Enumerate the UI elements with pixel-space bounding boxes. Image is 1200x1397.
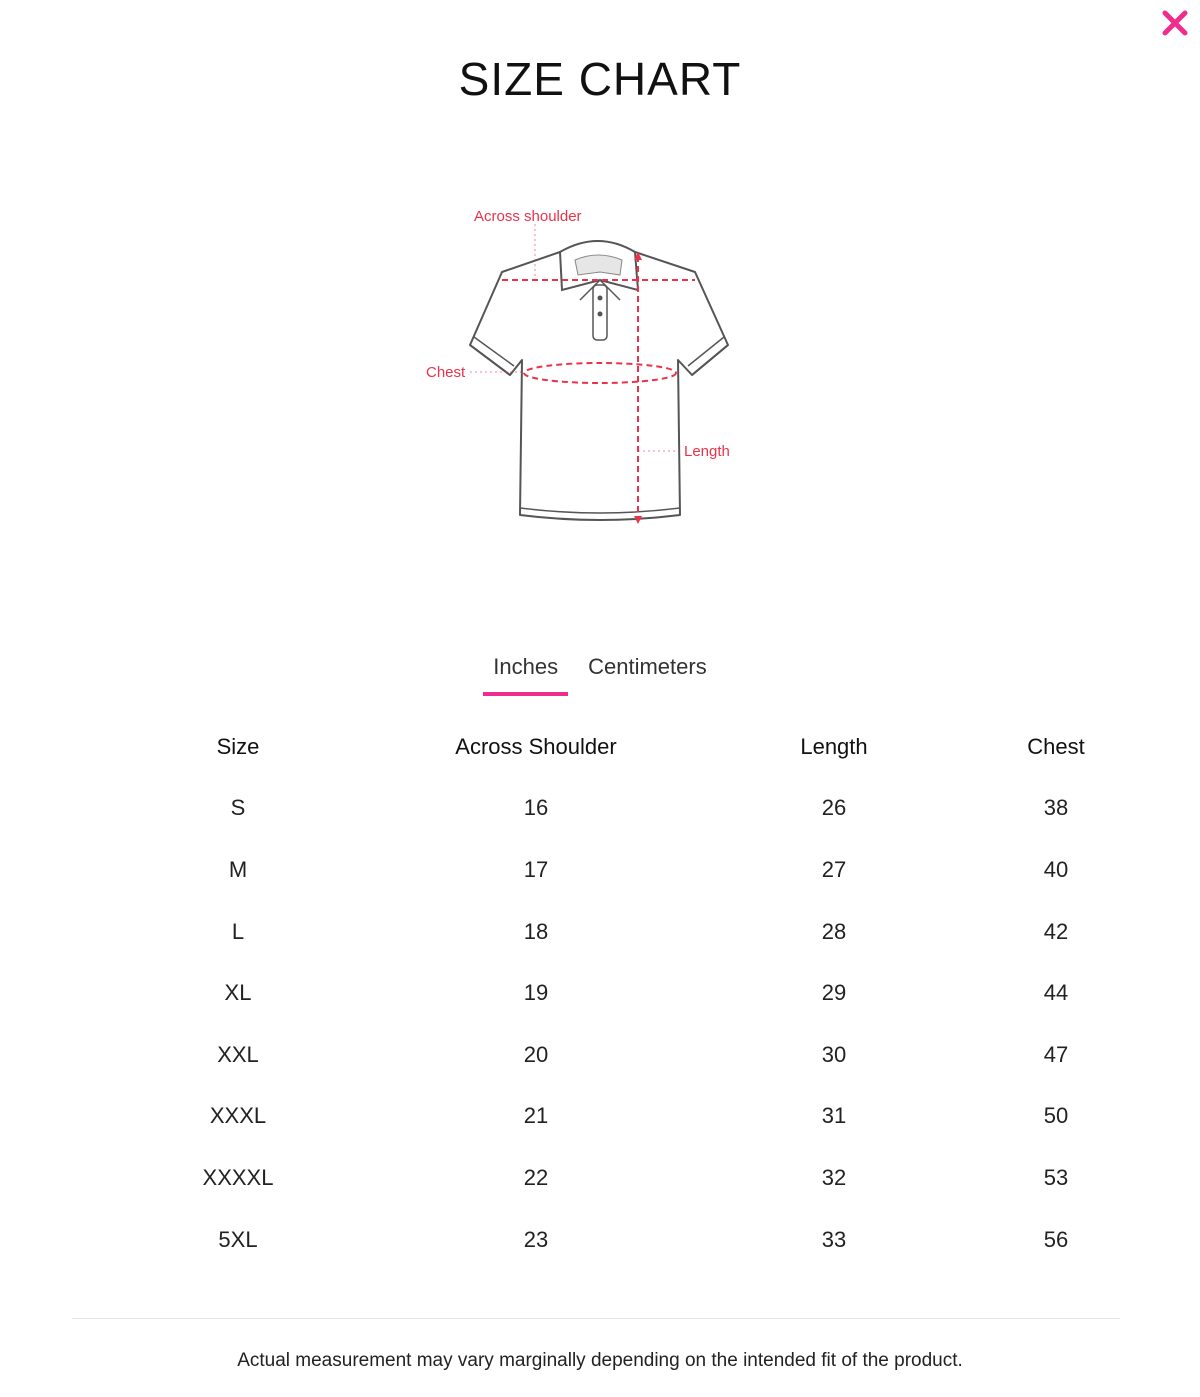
length-label: Length: [684, 443, 730, 460]
measurement-disclaimer: Actual measurement may vary marginally depending on the intended fit of the product.: [237, 1350, 963, 1371]
polo-shirt-illustration: [410, 190, 770, 540]
chest-cell: 47: [1043, 1041, 1069, 1067]
close-button[interactable]: [1158, 6, 1192, 40]
length-cell: 31: [821, 1103, 847, 1129]
length-cell: 32: [821, 1164, 847, 1190]
across-shoulder-cell: 17: [523, 856, 549, 882]
across-shoulder-cell: 16: [523, 795, 549, 821]
header-across-shoulder: Across Shoulder: [455, 733, 617, 759]
across-shoulder-cell: 23: [523, 1226, 549, 1252]
table-row: [88, 1209, 1128, 1271]
table-row: [88, 1147, 1128, 1209]
size-cell: XL: [224, 980, 252, 1006]
across-shoulder-cell: 21: [523, 1103, 549, 1129]
table-row: [88, 1024, 1128, 1086]
size-table: [88, 716, 1128, 1270]
unit-tabs: [0, 650, 1200, 696]
header-chest: Chest: [1027, 733, 1085, 759]
length-cell: 26: [821, 795, 847, 821]
header-length: Length: [800, 733, 868, 759]
table-row: [88, 839, 1128, 901]
across-shoulder-cell: 19: [523, 980, 549, 1006]
length-cell: 33: [821, 1226, 847, 1252]
size-cell: M: [228, 856, 248, 882]
chest-label: Chest: [426, 364, 466, 381]
length-cell: 28: [821, 918, 847, 944]
length-cell: 29: [821, 980, 847, 1006]
chest-cell: 40: [1043, 856, 1069, 882]
footer-divider: [72, 1318, 1120, 1319]
size-cell: L: [231, 918, 245, 944]
size-cell: XXXXL: [202, 1164, 274, 1190]
table-header-row: [88, 716, 1128, 778]
across-shoulder-label: Across shoulder: [474, 208, 582, 225]
header-size: Size: [216, 733, 260, 759]
chest-cell: 42: [1043, 918, 1069, 944]
chest-cell: 53: [1043, 1164, 1069, 1190]
size-cell: XXL: [217, 1041, 259, 1067]
shirt-measurement-diagram: [410, 190, 770, 540]
length-cell: 30: [821, 1041, 847, 1067]
size-cell: XXXL: [209, 1103, 267, 1129]
chest-cell: 50: [1043, 1103, 1069, 1129]
across-shoulder-cell: 18: [523, 918, 549, 944]
page-title: SIZE CHART: [458, 53, 742, 105]
tab-inches[interactable]: Inches: [483, 650, 568, 696]
chest-cell: 44: [1043, 980, 1069, 1006]
chest-cell: 38: [1043, 795, 1069, 821]
length-cell: 27: [821, 856, 847, 882]
size-cell: S: [230, 795, 246, 821]
table-row: [88, 901, 1128, 963]
size-cell: 5XL: [218, 1226, 258, 1252]
close-icon: [1158, 6, 1192, 40]
across-shoulder-cell: 20: [523, 1041, 549, 1067]
table-row: [88, 962, 1128, 1024]
chest-cell: 56: [1043, 1226, 1069, 1252]
across-shoulder-cell: 22: [523, 1164, 549, 1190]
table-row: [88, 1086, 1128, 1148]
table-row: [88, 778, 1128, 840]
tab-centimeters[interactable]: Centimeters: [588, 654, 707, 679]
